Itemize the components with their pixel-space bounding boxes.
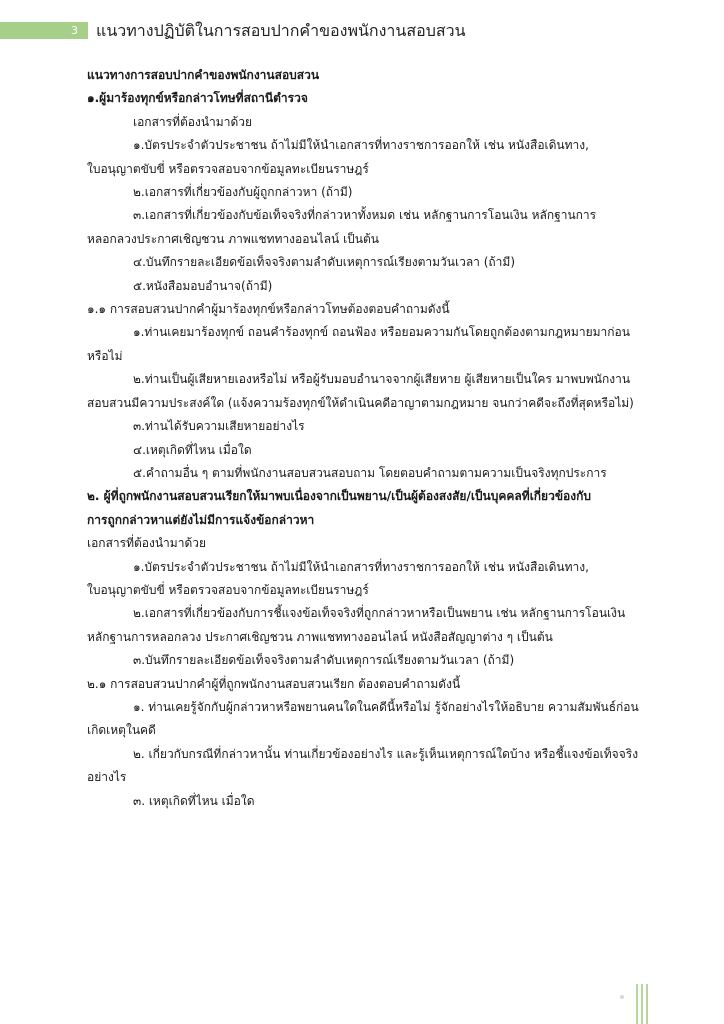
section-2-heading: ๒. ผู้ที่ถูกพนักงานสอบสวนเรียกให้มาพบเนื่องจากเป็นพยาน/เป็นผู้ต้องสงสัย/เป็นบุคคลที่เกี่ยวข้องกับ: [87, 489, 591, 504]
section-1-q-2: ๒.ท่านเป็นผู้เสียหายเองหรือไม่ หรือผู้รับมอบอำนาจจากผู้เสียหาย ผู้เสียหายเป็นใคร มาพบพนักงาน: [133, 372, 631, 387]
section-1-doc-2: ๒.เอกสารที่เกี่ยวข้องกับผู้ถูกกล่าวหา (ถ้ามี): [133, 185, 353, 200]
section-2-q-1-cont: เกิดเหตุในคดี: [87, 723, 156, 738]
footer-stripe-3: [646, 984, 648, 1024]
section-2-q-1: ๑. ท่านเคยรู้จักกับผู้กล่าวหาหรือพยานคนใดในคดีนี้หรือไม่ รู้จักอย่างไรให้อธิบาย ความสัมพันธ์ก่อน: [133, 699, 639, 714]
section-2-q-2: ๒. เกี่ยวกับกรณีที่กล่าวหานั้น ท่านเกี่ยวข้องอย่างไร และรู้เห็นเหตุการณ์ใดบ้าง หรือชี้แจงข้อเท็จจริง: [133, 746, 639, 761]
footer-stripe-1: [636, 984, 638, 1024]
page-header-title: แนวทางปฏิบัติในการสอบปากคำของพนักงานสอบสวน: [96, 21, 466, 40]
page-number: 3: [71, 24, 78, 37]
section-1-q-1-cont: หรือไม่: [87, 348, 123, 363]
section-1-doc-3: ๓.เอกสารที่เกี่ยวข้องกับข้อเท็จจริงที่กล่าวหาทั้งหมด เช่น หลักฐานการโอนเงิน หลักฐานการ: [133, 208, 597, 223]
section-2-heading-cont: การถูกกล่าวหาแต่ยังไม่มีการแจ้งข้อกล่าวหา: [87, 512, 315, 527]
section-2-1-heading: ๒.๑ การสอบสวนปากคำผู้ที่ถูกพนักงานสอบสวนเรียก ต้องตอบคำถามดังนี้: [87, 676, 461, 691]
document-body: [87, 64, 647, 813]
footer-stripe-2: [641, 984, 643, 1024]
section-2-doc-2: ๒.เอกสารที่เกี่ยวข้องกับการชี้แจงข้อเท็จจริงที่ถูกกล่าวหาหรือเป็นพยาน เช่น หลักฐานการโอนเงิน: [133, 606, 626, 621]
section-1-doc-4: ๔.บันทึกรายละเอียดข้อเท็จจริงตามลำดับเหตุการณ์เรียงตามวันเวลา (ถ้ามี): [133, 255, 516, 270]
section-1-q-3: ๓.ท่านได้รับความเสียหายอย่างไร: [133, 419, 305, 434]
footer-dot: [620, 995, 624, 999]
section-2-doc-3: ๓.บันทึกรายละเอียดข้อเท็จจริงตามลำดับเหตุการณ์เรียงตามวันเวลา (ถ้ามี): [133, 653, 515, 668]
section-2-doc-2-cont: หลักฐานการหลอกลวง ประกาศเชิญชวน ภาพแชททางออนไลน์ หนังสือสัญญาต่าง ๆ เป็นต้น: [87, 629, 553, 644]
section-1-doc-3-cont: หลอกลวงประกาศเชิญชวน ภาพแชททางออนไลน์ เป็นต้น: [87, 231, 379, 246]
section-1-q-5: ๕.คำถามอื่น ๆ ตามที่พนักงานสอบสวนสอบถาม โดยตอบคำถามตามความเป็นจริงทุกประการ: [133, 465, 607, 480]
section-2-doc-1: ๑.บัตรประจำตัวประชาชน ถ้าไม่มีให้นำเอกสารที่ทางราชการออกให้ เช่น หนังสือเดินทาง,: [133, 559, 589, 574]
section-2-q-3: ๓. เหตุเกิดที่ไหน เมื่อใด: [133, 793, 255, 808]
main-heading: แนวทางการสอบปากคำของพนักงานสอบสวน: [87, 68, 320, 82]
section-2-doc-1-cont: ใบอนุญาตขับขี่ หรือตรวจสอบจากข้อมูลทะเบียนราษฎร์: [87, 582, 369, 597]
section-1-q-1: ๑.ท่านเคยมาร้องทุกข์ ถอนคำร้องทุกข์ ถอนฟ้อง หรือยอมความกันโดยถูกต้องตามกฎหมายมาก่อน: [133, 325, 630, 340]
section-2-q-2-cont: อย่างไร: [87, 770, 127, 785]
section-1-doc-1-cont: ใบอนุญาตขับขี่ หรือตรวจสอบจากข้อมูลทะเบียนราษฎร์: [87, 161, 369, 176]
section-1-doc-1: ๑.บัตรประจำตัวประชาชน ถ้าไม่มีให้นำเอกสารที่ทางราชการออกให้ เช่น หนังสือเดินทาง,: [133, 138, 589, 153]
section-1-heading: ๑.ผู้มาร้องทุกข์หรือกล่าวโทษที่สถานีตำรวจ: [87, 91, 308, 106]
section-1-q-4: ๔.เหตุเกิดที่ไหน เมื่อใด: [133, 442, 252, 457]
section-2-docs-label: เอกสารที่ต้องนำมาด้วย: [87, 536, 207, 551]
section-1-q-2-cont: สอบสวนมีความประสงค์ใด (แจ้งความร้องทุกข์ให้ดำเนินคดีอาญาตามกฎหมาย จนกว่าคดีจะถึงที่สุดหรือไม่): [87, 395, 634, 410]
section-1-doc-5: ๕.หนังสือมอบอำนาจ(ถ้ามี): [133, 278, 273, 293]
section-1-1-heading: ๑.๑ การสอบสวนปากคำผู้มาร้องทุกข์หรือกล่าวโทษต้องตอบคำถามดังนี้: [87, 302, 450, 317]
section-1-docs-label: เอกสารที่ต้องนำมาด้วย: [133, 114, 253, 129]
